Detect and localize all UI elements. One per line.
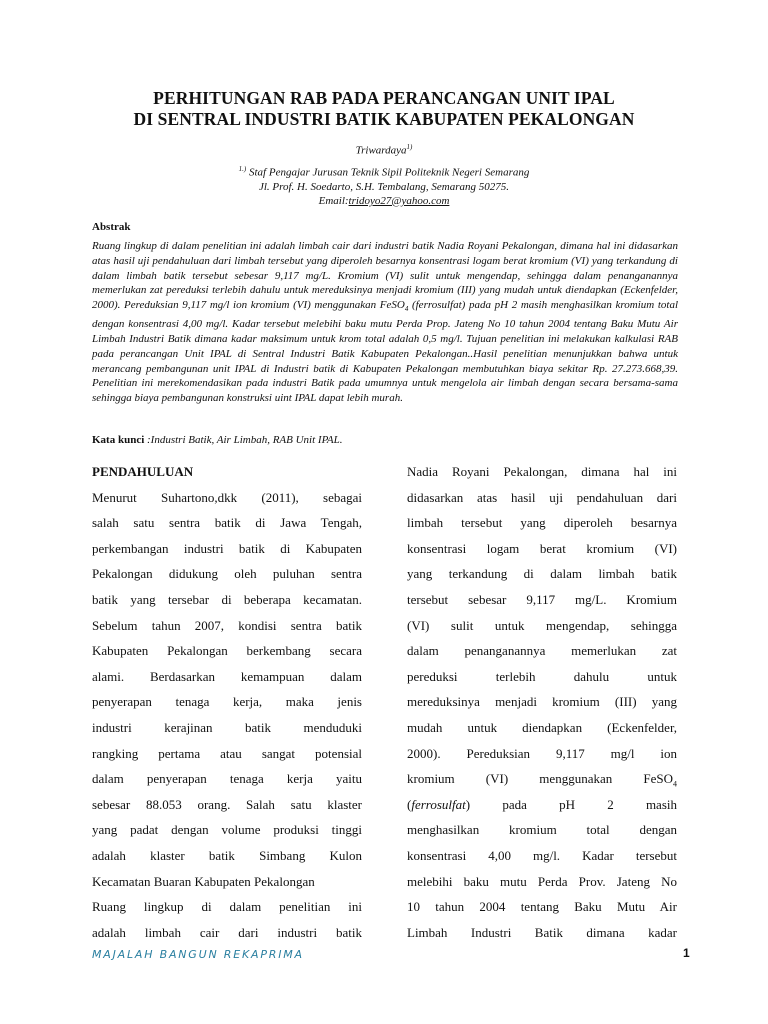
keywords xyxy=(92,434,342,446)
body-line: tersebut sebesar 9,117 mg/L. Kromium xyxy=(407,591,677,607)
abstract-text-part1: Ruang lingkup di dalam penelitian ini adalah limbah cair dari industri batik Nadia Royani Pekalongan, dimana hal ini didasarkan atas hasil uji pendahuluan dari limbah tersebut yang diperoleh besarnya konsentrasi logam berat kromium (VI) yang terkandung di dalam limbah batik tersebut sebesar 9,117 mg/L. Kromium (VI) sulit untuk mengendap, sehingga dalam penanganannya memerlukan zat pereduksi terlebih dahulu untuk mereduksinya menjadi kromium (III) yang mudah untuk diendapkan (Eckenfelder, 2000). Pereduksian 9,117 mg/l ion kromium (VI) menggunakan FeSO xyxy=(92,240,678,312)
author-name: Triwardaya xyxy=(355,144,407,157)
body-line: Pekalongan didukung oleh puluhan sentra xyxy=(92,566,362,582)
body-line: Menurut Suhartono,dkk (2011), sebagai xyxy=(92,489,362,505)
body-line: yang padat dengan volume produksi tinggi xyxy=(92,822,362,838)
body-line xyxy=(407,766,677,792)
body-line: konsentrasi 4,00 mg/l. Kadar tersebut xyxy=(407,847,677,863)
body-line: Ruang lingkup di dalam penelitian ini xyxy=(92,899,362,915)
affiliation-line2: Jl. Prof. H. Soedarto, S.H. Tembalang, Semarang 50275. xyxy=(258,180,510,193)
abstract-text-part2: (ferrosulfat) pada pH 2 masih menghasilkan kromium total dengan konsentrasi 4,00 mg/l. Kadar tersebut melebihi baku mutu Perda Prop. Jateng No 10 tahun 2004 tentang Baku Mutu Air Limbah Industri Batik dimana kadar maksimum untuk krom total adalah 0,5 mg/l. Tujuan penelitian ini melakukan kalkulasi RAB pada perancangan Unit IPAL di Sentral Industri Batik Kabupaten Pekalongan..Hasil penelitian menunjukkan bahwa untuk merancang pembangunan unit IPAL di Industri batik di Kabupaten Pekalongan membutuhkan biaya sekitar Rp. 27.273.668,39. Penelitian ini merekomendasikan pada industri Batik pada umumnya untuk mengelola air limbah dengan secara bersama-sama sehingga biaya pembangunan konstruksi uint IPAL dapat lebih murah. xyxy=(92,299,679,405)
body-line: dalam penyerapan tenaga kerja yaitu xyxy=(92,771,362,787)
body-line: limbah tersebut yang diperoleh besarnya xyxy=(407,515,677,531)
body-line: 2000). Pereduksian 9,117 mg/l ion xyxy=(407,745,677,761)
body-line: Kabupaten Pekalongan berkembang secara xyxy=(92,643,362,659)
keywords-text: :Industri Batik, Air Limbah, RAB Unit IPAL. xyxy=(147,434,343,446)
abstract-heading: Abstrak xyxy=(92,221,131,233)
email-line xyxy=(0,194,768,208)
email-label: Email: xyxy=(318,194,349,207)
keywords-label: Kata kunci xyxy=(92,434,145,446)
body-line: industri kerajinan batik menduduki xyxy=(92,719,362,735)
body-line: Limbah Industri Batik dimana kadar xyxy=(407,924,677,940)
abstract-subscript: 4 xyxy=(404,305,409,314)
italic-term: ferrosulfat xyxy=(411,796,466,812)
affiliation-superscript: 1.) xyxy=(238,165,247,173)
body-line: alami. Berdasarkan kemampuan dalam xyxy=(92,668,362,684)
body-line: pereduksi terlebih dahulu untuk xyxy=(407,668,677,684)
body-line: mereduksinya menjadi kromium (III) yang xyxy=(407,694,677,710)
paper-title-line2: DI SENTRAL INDUSTRI BATIK KABUPATEN PEKALONGAN xyxy=(133,109,635,129)
affiliation-text: Staf Pengajar Jurusan Teknik Sipil Politeknik Negeri Semarang xyxy=(246,166,530,179)
body-line: salah satu sentra batik di Jawa Tengah, xyxy=(92,515,362,531)
body-line: Kecamatan Buaran Kabupaten Pekalongan xyxy=(92,873,315,889)
body-line: (VI) sulit untuk mengendap, sehingga xyxy=(407,617,677,633)
page-number: 1 xyxy=(683,946,690,960)
body-line: mudah untuk diendapkan (Eckenfelder, xyxy=(407,719,677,735)
body-line: adalah limbah cair dari industri batik xyxy=(92,924,362,940)
body-line: sebesar 88.053 orang. Salah satu klaster xyxy=(92,796,362,812)
body-line: yang terkandung di dalam limbah batik xyxy=(407,566,677,582)
subscript: 4 xyxy=(673,779,677,789)
body-line: Sebelum tahun 2007, kondisi sentra batik xyxy=(92,617,362,633)
body-column-right xyxy=(407,459,677,945)
affiliation-line1 xyxy=(0,162,768,180)
body-line: perkembangan industri batik di Kabupaten xyxy=(92,540,362,556)
author-superscript: 1) xyxy=(406,143,413,151)
body-line: didasarkan atas hasil uji pendahuluan dari xyxy=(407,489,677,505)
author xyxy=(0,143,768,157)
body-line: menghasilkan kromium total dengan xyxy=(407,822,677,838)
body-line-text: kromium (VI) menggunakan FeSO xyxy=(407,771,673,787)
body-line: (ferrosulfat) pada pH 2 masih xyxy=(407,796,677,812)
body-line: rangking pertama atau sangat potensial xyxy=(92,745,362,761)
body-line: adalah klaster batik Simbang Kulon xyxy=(92,847,362,863)
body-line: 10 tahun 2004 tentang Baku Mutu Air xyxy=(407,899,677,915)
affiliation xyxy=(0,162,768,208)
journal-footer: MAJALAH BANGUN REKAPRIMA xyxy=(92,948,304,961)
paper-title-line1: PERHITUNGAN RAB PADA PERANCANGAN UNIT IPAL xyxy=(153,88,615,108)
body-line: melebihi baku mutu Perda Prov. Jateng No xyxy=(407,873,677,889)
body-line: Nadia Royani Pekalongan, dimana hal ini xyxy=(407,464,677,479)
body-line: konsentrasi logam berat kromium (VI) xyxy=(407,540,677,556)
email-link[interactable]: tridoyo27@yahoo.com xyxy=(348,194,450,207)
section-heading: PENDAHULUAN xyxy=(92,464,194,479)
body-line: dalam penanganannya memerlukan zat xyxy=(407,643,677,659)
body-line: penyerapan tenaga kerja, maka jenis xyxy=(92,694,362,710)
body-column-left xyxy=(92,459,362,945)
body-line: batik yang tersebar di beberapa kecamatan. xyxy=(92,591,362,607)
abstract-body xyxy=(92,239,678,406)
